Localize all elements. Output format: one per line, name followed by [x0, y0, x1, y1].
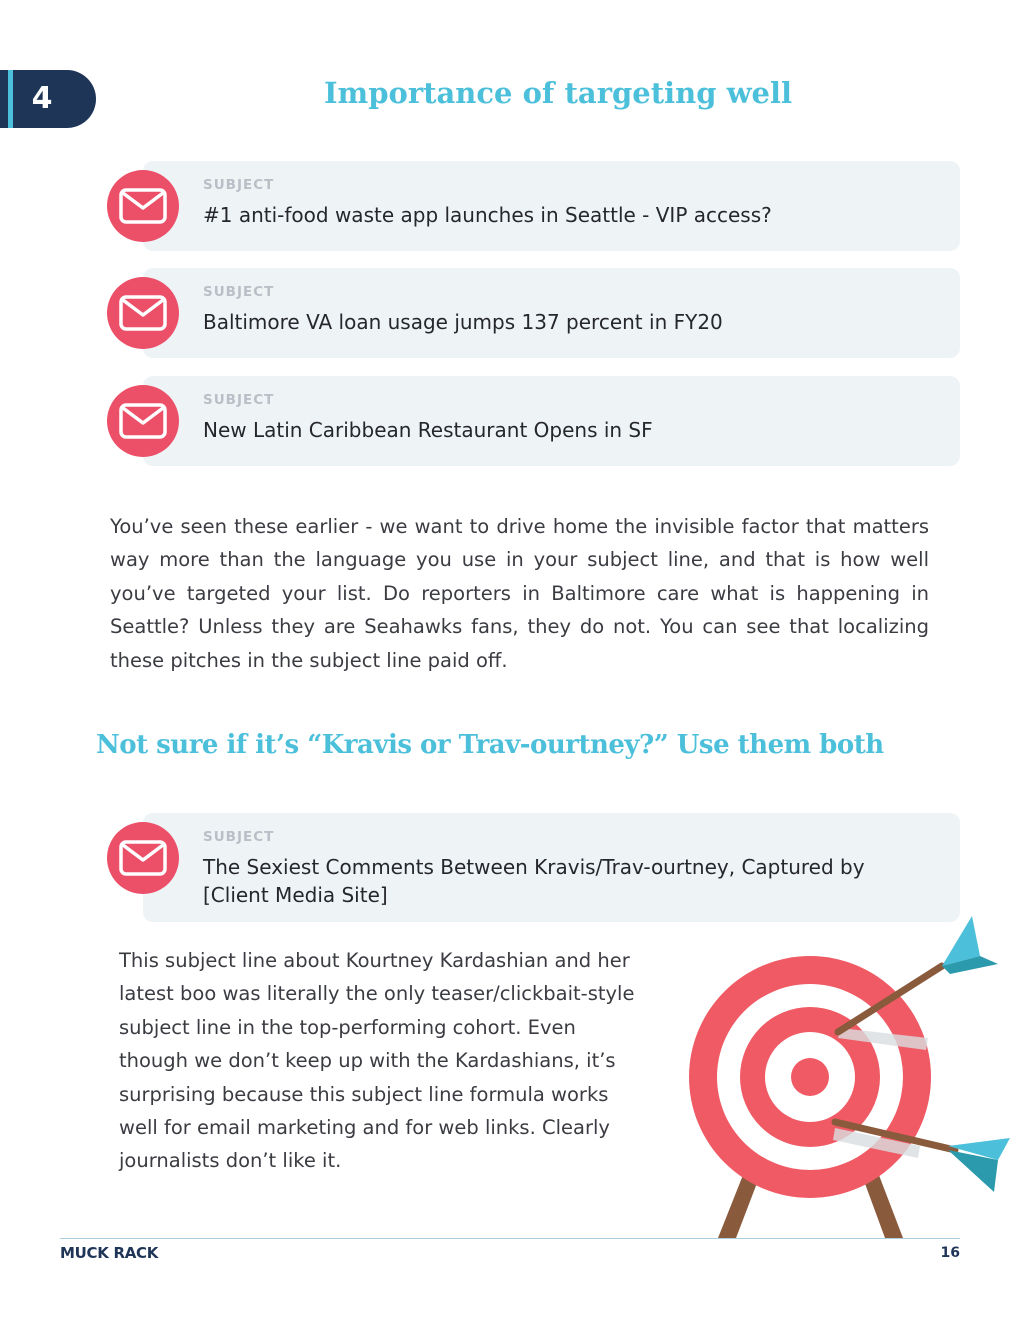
target-illustration: [680, 910, 1015, 1240]
chapter-number: 4: [31, 81, 53, 116]
page-number: 16: [940, 1245, 960, 1261]
subject-card: [143, 161, 960, 251]
subject-card: [143, 813, 960, 922]
target-bullseye: [791, 1058, 829, 1096]
chapter-tab: [0, 70, 96, 128]
subject-text: The Sexiest Comments Between Kravis/Trav-ourtney, Captured by [Client Media Site]: [203, 855, 865, 907]
envelope-icon: [107, 385, 179, 457]
envelope-icon: [107, 170, 179, 242]
subject-label: SUBJECT: [203, 177, 275, 193]
body-paragraph: You’ve seen these earlier - we want to drive home the invisible factor that matters way more than the language you use in your subject line, and that is how well you’ve targeted your list. Do reporters in Baltimore care what is happening in Seattle? Unless they are Seahawks fans, they do not. You can see that localizing these pitches in the subject line paid off.: [110, 515, 929, 672]
subject-text: Baltimore VA loan usage jumps 137 percent in FY20: [203, 310, 723, 334]
envelope-icon: [107, 277, 179, 349]
subject-label: SUBJECT: [203, 284, 275, 300]
subject-text: New Latin Caribbean Restaurant Opens in SF: [203, 418, 653, 442]
subject-card: [143, 268, 960, 358]
subheading: Not sure if it’s “Kravis or Trav-ourtney?” Use them both: [96, 730, 884, 760]
envelope-icon: [107, 822, 179, 894]
footer-divider: [60, 1238, 960, 1239]
muck-rack-logo: MUCK RACK: [60, 1244, 159, 1262]
subject-label: SUBJECT: [203, 829, 275, 845]
chapter-tab-stripe: [8, 70, 13, 128]
body-paragraph: This subject line about Kourtney Kardashian and her latest boo was literally the only teaser/clickbait-style subject line in the top-performing cohort. Even though we don’t keep up with the Kardashians, it’s surprising because this subject line formula works well for email marketing and for web links. Clearly journalists don’t like it.: [119, 949, 635, 1173]
subject-card: [143, 376, 960, 466]
subject-text: #1 anti-food waste app launches in Seattle - VIP access?: [203, 203, 772, 227]
subject-label: SUBJECT: [203, 392, 275, 408]
section-title: Importance of targeting well: [323, 76, 793, 110]
